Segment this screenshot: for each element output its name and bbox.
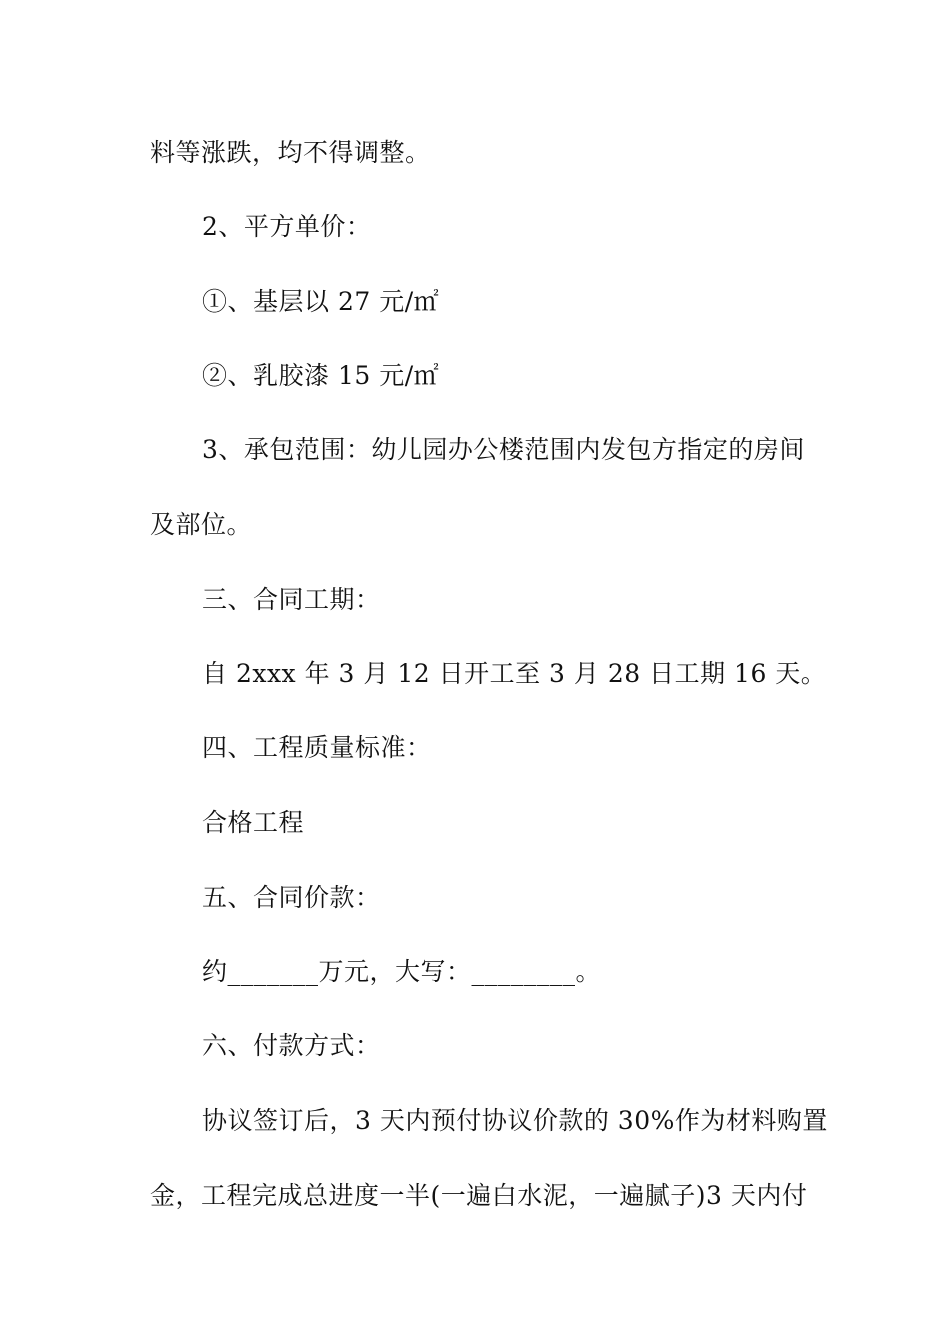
text-line: 3、承包范围：幼儿园办公楼范围内发包方指定的房间 [202,435,805,464]
section-heading-4: 四、工程质量标准： [202,733,432,762]
text-line: 及部位。 [150,510,253,539]
text-line: 协议签订后，3 天内预付协议价款的 30%作为材料购置 [202,1106,828,1135]
text-line: 合格工程 [202,808,305,837]
text-line: 金，工程完成总进度一半(一遍白水泥，一遍腻子)3 天内付 [150,1181,808,1210]
text-line: 约_______万元，大写：________。 [202,957,602,986]
text-line: 料等涨跌，均不得调整。 [150,138,431,167]
text-line: 自 2xxx 年 3 月 12 日开工至 3 月 28 日工期 16 天。 [202,659,827,688]
section-heading-5: 五、合同价款： [202,883,381,912]
text-line: ②、乳胶漆 15 元/㎡ [202,361,440,390]
section-heading-3: 三、合同工期： [202,585,381,614]
text-line: ①、基层以 27 元/㎡ [202,287,440,316]
section-heading-6: 六、付款方式： [202,1031,381,1060]
section-item-2-heading: 2、平方单价： [202,212,372,241]
